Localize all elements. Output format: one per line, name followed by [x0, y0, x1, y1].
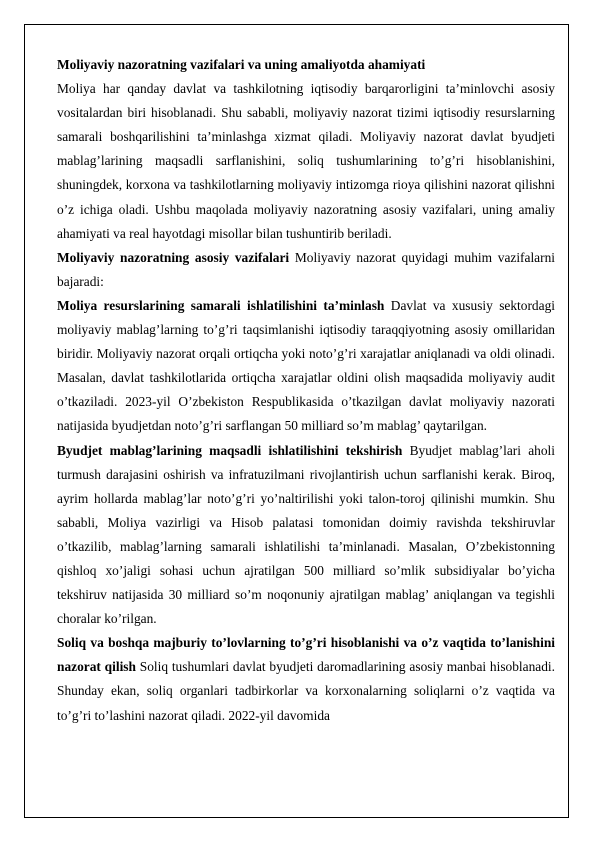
section-heading-resources: Moliya resurslarining samarali ishlatilishini ta’minlash	[57, 297, 385, 313]
section-paragraph-tax	[57, 631, 555, 727]
section-text-resources: Davlat va xususiy sektordagi moliyaviy mablag’larning to’g’ri taqsimlanishi iqtisodiy taraqqiyotning asosiy omillaridan biridir. Moliyaviy nazorat orqali ortiqcha yoki noto’g’ri xarajatlar aniqlanadi va oldi olinadi. Masalan, davlat tashkilotlarida ortiqcha xarajatlar oldini olish maqsadida moliyaviy audit o’tkaziladi. 2023-yil O’zbekiston Respublikasida o’tkazilgan davlat moliyaviy nazorati natijasida byudjetdan noto’g’ri sarflangan 50 milliard so’m mablag’ qaytarilgan.	[57, 297, 555, 434]
section-heading-tasks: Moliyaviy nazoratning asosiy vazifalari	[57, 249, 290, 265]
section-text-tax: Soliq tushumlari davlat byudjeti daromadlarining asosiy manbai hisoblanadi. Shunday ekan, soliq organlari tadbirkorlar va korxonalarning soliqlarni o’z vaqtida va to’g’ri to’lashini nazorat qiladi. 2022-yil davomida	[57, 659, 555, 723]
section-paragraph-resources	[57, 294, 555, 439]
section-heading-tax: Soliq va boshqa majburiy to’lovlarning to’g’ri hisoblanishi va o’z vaqtida to’lanishini nazorat qilish	[57, 635, 555, 675]
document-title: Moliyaviy nazoratning vazifalari va uning amaliyotda ahamiyati	[57, 57, 426, 72]
section-paragraph-budget	[57, 439, 555, 632]
document-body	[57, 53, 555, 728]
section-heading-budget: Byudjet mablag’larining maqsadli ishlatilishini tekshirish	[57, 442, 403, 458]
section-paragraph-tasks	[57, 246, 555, 294]
section-text-tasks: Moliyaviy nazorat quyidagi muhim vazifalarni bajaradi:	[57, 249, 555, 289]
section-text-budget: Byudjet mablag’lari aholi turmush darajasini oshirish va infratuzilmani rivojlantirish uchun sarflanishi kerak. Biroq, ayrim hollarda mablag’lar noto’g’ri yo’naltirilishi yoki talon-toroj qilinishi mumkin. Shu sababli, Moliya vazirligi va Hisob palatasi tomonidan doimiy ravishda tekshiruvlar o’tkazilib, mablag’larning samarali ishlatilishi ta’minlanadi. Masalan, O’zbekistonning qishloq xo’jaligi sohasi uchun ajratilgan 500 milliard so’mlik subsidiyalar bo’yicha tekshiruv natijasida 30 milliard so’m noqonuniy ajratilgan mablag’ aniqlangan va tegishli choralar ko’rilgan.	[57, 442, 555, 627]
intro-paragraph: Moliya har qanday davlat va tashkilotning iqtisodiy barqarorligini ta’minlovchi asosiy vositalardan biri hisoblanadi. Shu sababli, moliyaviy nazorat tizimi iqtisodiy resurslarning samarali boshqarilishini ta’minlashga xizmat qiladi. Moliyaviy nazorat davlat byudjeti mablag’larining maqsadli sarflanishini, soliq tushumlarining to’g’ri hisoblanishini, shuningdek, korxona va tashkilotlarning moliyaviy intizomga rioya qilishini nazorat qilishni o’z ichiga oladi. Ushbu maqolada moliyaviy nazoratning asosiy vazifalari, uning amaliy ahamiyati va real hayotdagi misollar bilan tushuntirib beriladi.	[57, 81, 555, 241]
